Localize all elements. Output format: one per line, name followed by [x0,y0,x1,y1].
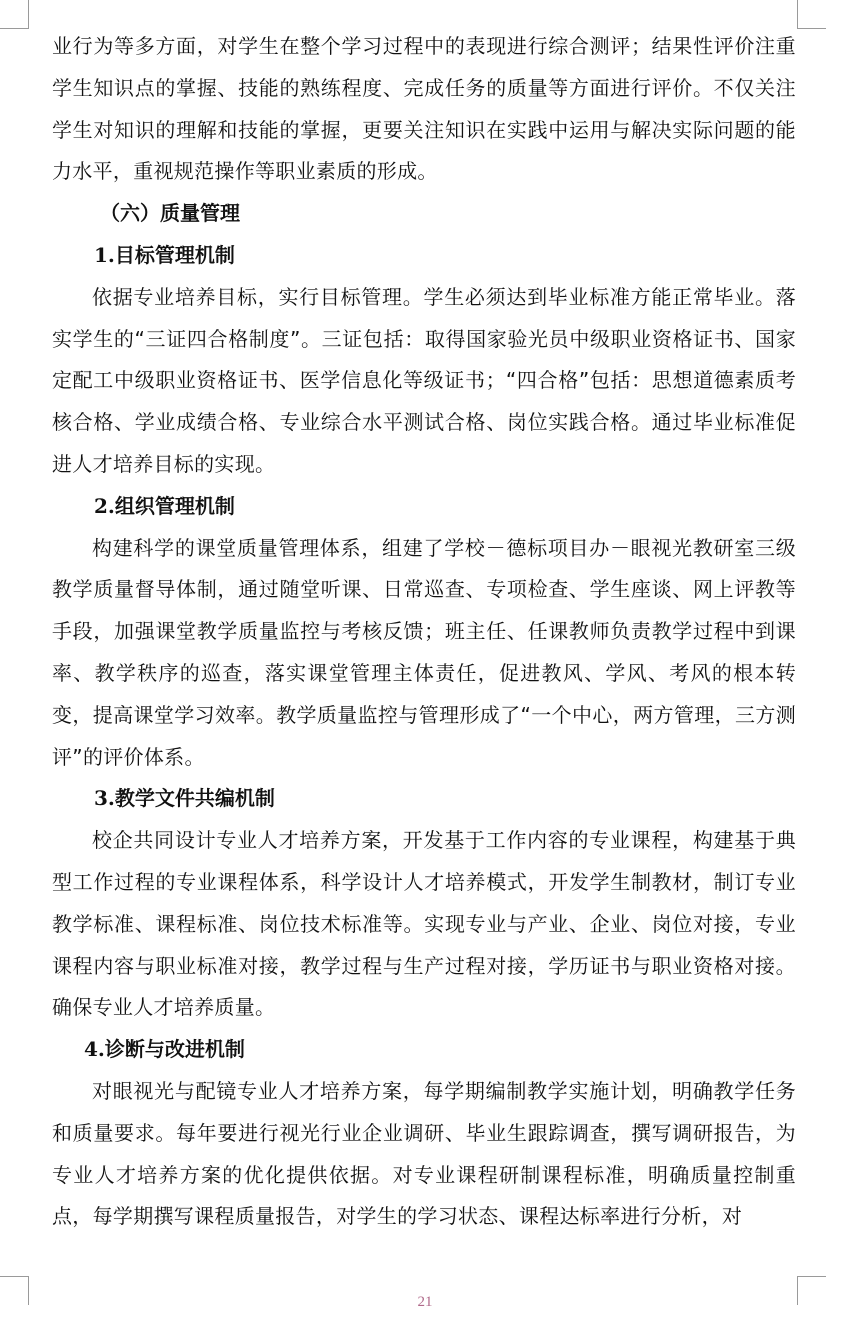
paragraph-teaching-documents: 校企共同设计专业人才培养方案，开发基于工作内容的专业课程，构建基于典型工作过程的专业课程体系，科学设计人才培养模式，开发学生制教材，制订专业教学标准、课程标准、岗位技术标准等。实现专业与产业、企业、岗位对接，专业课程内容与职业标准对接，教学过程与生产过程对接，学历证书与职业资格对接。确保专业人才培养质量。 [52,828,796,1020]
paragraph-target-management: 依据专业培养目标，实行目标管理。学生必须达到毕业标准方能正常毕业。落实学生的“三证四合格制度”。三证包括：取得国家验光员中级职业资格证书、国家定配工中级职业资格证书、医学信息化等级证书；“四合格”包括：思想道德素质考核合格、学业成绩合格、专业综合水平测试合格、岗位实践合格。通过毕业标准促进人才培养目标的实现。 [52,284,796,476]
subheading-teaching-documents: 3.教学文件共编机制 [94,786,275,811]
page-number: 21 [417,1294,433,1310]
paragraph-diagnosis-improvement: 对眼视光与配镜专业人才培养方案，每学期编制教学实施计划，明确教学任务和质量要求。每年要进行视光行业企业调研、毕业生跟踪调查，撰写调研报告，为专业人才培养方案的优化提供依据。对专业课程研制课程标准，明确质量控制重点，每学期撰写课程质量报告，对学生的学习状态、课程达标率进行分析，对 [52,1078,796,1229]
page-body [52,26,796,1238]
subheading-target-management: 1.目标管理机制 [94,242,235,267]
crop-mark-top-left [0,0,29,29]
subheading-diagnosis-improvement: 4.诊断与改进机制 [84,1037,245,1062]
paragraph-organization-management: 构建科学的课堂质量管理体系，组建了学校－德标项目办－眼视光教研室三级教学质量督导体制，通过随堂听课、日常巡查、专项检查、学生座谈、网上评教等手段，加强课堂教学质量监控与考核反馈；班主任、任课教师负责教学过程中到课率、教学秩序的巡查，落实课堂管理主体责任，促进教风、学风、考风的根本转变，提高课堂学习效率。教学质量监控与管理形成了“一个中心，两方管理，三方测评”的评价体系。 [52,535,796,769]
crop-mark-top-right [797,0,826,29]
subheading-organization-management: 2.组织管理机制 [94,493,235,518]
section-heading-quality-management: （六）质量管理 [100,201,240,226]
paragraph-evaluation-continued: 业行为等多方面，对学生在整个学习过程中的表现进行综合测评；结果性评价注重学生知识点的掌握、技能的熟练程度、完成任务的质量等方面进行评价。不仅关注学生对知识的理解和技能的掌握，更要关注知识在实践中运用与解决实际问题的能力水平，重视规范操作等职业素质的形成。 [52,34,796,184]
